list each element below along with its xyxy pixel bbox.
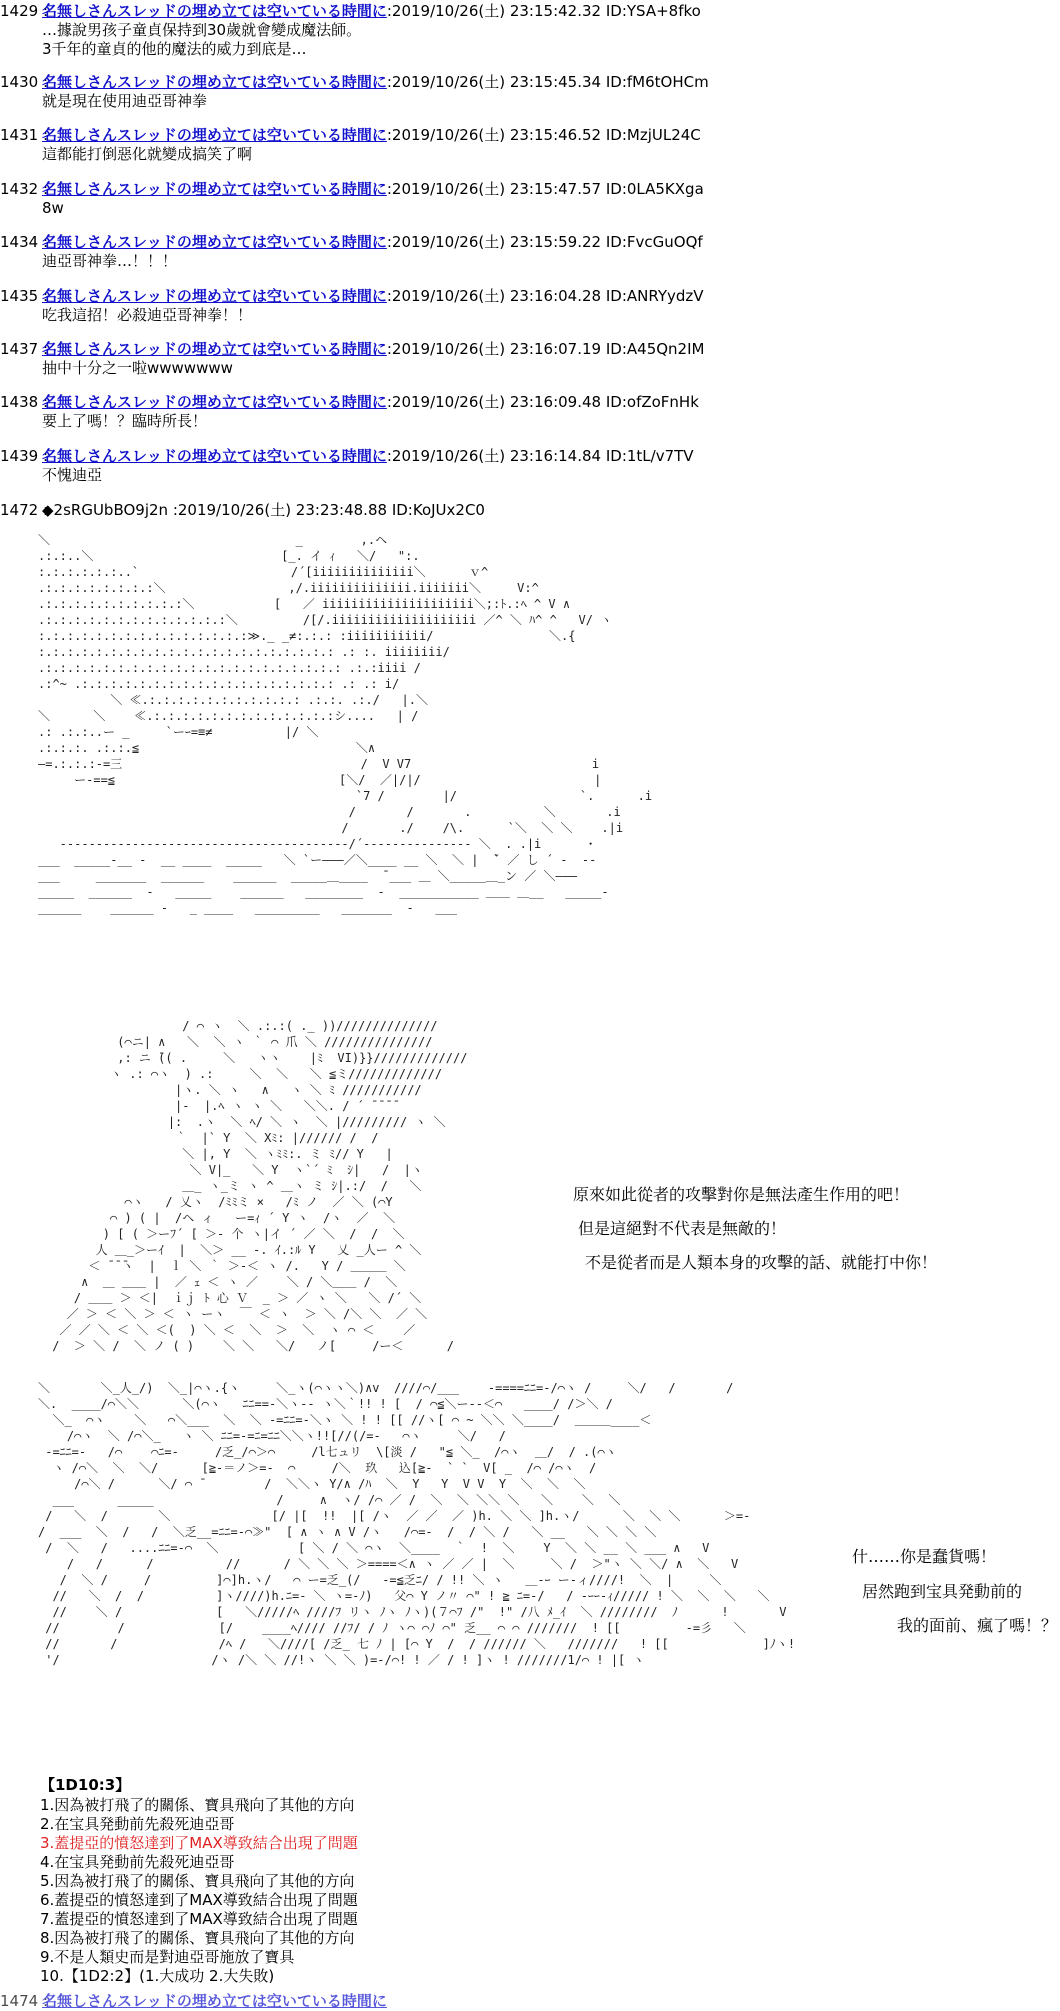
post-body: 不愧迪亞 (42, 466, 103, 484)
poster-id: ID:KoJUx2C0 (391, 501, 485, 519)
post-number: 1438 : (0, 393, 48, 411)
post-datetime: :2019/10/26(土) 23:15:45.34 (386, 73, 602, 91)
poster-name-link[interactable]: 名無しさんスレッドの埋め立ては空いている時間に (42, 180, 387, 198)
poster-trip: ◆2sRGUbBO9j2n (42, 501, 169, 519)
post-1431 (0, 126, 900, 164)
poster-name-link[interactable]: 名無しさんスレッドの埋め立ては空いている時間に (42, 73, 387, 91)
post-number: 1435 : (0, 287, 48, 305)
post-datetime: :2019/10/26(土) 23:16:14.84 (386, 447, 602, 465)
post-number: 1437 : (0, 340, 48, 358)
post-datetime: :2019/10/26(土) 23:16:04.28 (386, 287, 602, 305)
poster-id: ID:fM6tOHCm (605, 73, 709, 91)
speech-line-3: 不是從者而是人類本身的攻擊的話、就能打中你！ (585, 1253, 938, 1272)
post-body: 8w (42, 199, 64, 217)
dice-option: 10.【1D2:2】(1.大成功 2.大失敗) (40, 1967, 275, 1985)
speech-line-6: 我的面前、瘋了嗎！？ (897, 1616, 1058, 1635)
post-datetime: :2019/10/26(土) 23:15:59.22 (386, 233, 602, 251)
poster-id: ID:0LA5KXga (605, 180, 704, 198)
op-post-header (0, 501, 900, 520)
post-datetime: :2019/10/26(土) 23:15:46.52 (386, 126, 602, 144)
post-body: 就是現在使用迪亞哥神拳 (42, 92, 208, 110)
dice-option: 5.因為被打飛了的關係、寶具飛向了其他的方向 (40, 1872, 355, 1890)
post-number: 1434 : (0, 233, 48, 251)
post-datetime: :2019/10/26(土) 23:23:48.88 (172, 501, 388, 519)
post-body: 抽中十分之一啦wwwwwww (42, 359, 233, 377)
poster-id: ID:YSA+8fko (605, 2, 701, 20)
post-number: 1430 : (0, 73, 48, 91)
next-post-cutoff: 1474 :名無しさんスレッドの埋め立ては空いている時間に (0, 1992, 387, 2010)
dice-roll-title: 【1D10:3】 (40, 1776, 131, 1794)
poster-id: ID:MzjUL24C (605, 126, 701, 144)
post-number: 1439 : (0, 447, 48, 465)
post-1435 (0, 287, 900, 325)
dice-option: 8.因為被打飛了的關係、寶具飛向了其他的方向 (40, 1929, 355, 1947)
speech-line-4: 什……你是蠢貨嗎！ (852, 1547, 997, 1566)
post-1429 (0, 2, 900, 59)
post-body: 要上了嗎！？臨時所長！ (42, 412, 208, 430)
poster-id: ID:ANRYydzV (605, 287, 704, 305)
dice-option: 9.不是人類史而是對迪亞哥施放了寶具 (40, 1948, 295, 1966)
ascii-art-clash: ＼ ＼_人_/) ＼_|⌒ヽ.{ヽ ＼_ヽ(⌒ヽヽ＼)∧v ////⌒/___ -====ﾆﾆ=-/⌒ヽ / ＼/ / / ＼. ____/⌒＼＼ ＼(⌒ヽ ﾆﾆ==-＼ヽ-- ヽ＼｀!! ! [ / ⌒≦＼ー--＜⌒ ____/ /＞＼ / ＼_ ⌒ヽ ＼ ⌒＼___ ＼ ＼ -=ﾆﾆ=-＼ヽ ＼ ! ! [[ //ヽ[ ⌒ ~ ＼＼ ＼____/ ＿＿＿____＜ /⌒ヽ ＼ /⌒＼_ ヽ ＼ ﾆﾆ=-=ﾆ=ﾆﾆ＼＼ヽ!![//(/=- ⌒ヽ ＼/ / -=ﾆﾆ=- /⌒ ⌒ﾆ=- /乏_/⌒＞⌒ /l七ュリ \[淡 / "≦ ＼_ /⌒ヽ ＿/ / .(⌒ヽ ヽ /⌒＼ ＼ ＼/ [≧-＝ノ＞=- ⌒ /＼ 玖 込[≧- ` ` V[ _ /⌒ /⌒ヽ / /⌒＼ / ＼/ ⌒ ̄ / ＼＼ヽ Y/∧ /ﾊ ＼ Y Y V V Y ＼ ＼ ＼ ___ _____ / ∧ ヽ/ /⌒ ／ / ＼ ＼ ＼＼ ＼ ＼ ＼ ＼ / ＼ / ＼ [/ |[ !! |[ /ヽ ／ ／ ／ )h. ＼ ＼ ]h.ヽ/ ＼ ＼ ＼ ＞=- / ___ ＼ / / ＼乏__=ﾆﾆ=-⌒≫" [ ∧ ヽ ∧ V /ヽ /⌒=- / / ＼ / ＼ __ ＼ ＼ ＼ ＼ / ＼ / ....ﾆﾆ=-⌒ ＼ [ ＼ / ＼ ⌒ヽ ＼____ ｀ ! ＼ Y ＼ ＼ __ ＼ ___ ∧ V / / / // / ＼ ＼ ＼ ＞====＜∧ ヽ ／ ／ | ＼ ＼ / ＞"ヽ ＼ ＼/ ∧ ＼ V / ＼ / / ]⌒]h.ヽ/ ⌒ ー=乏_(/ -=≦乏ﾆ/ / !! ＼ ヽ ＿-ｰ ー-ィ////! ＼ | ＼ // ＼ / / ]ヽ////)h.ﾆ=- ＼ ヽ=-ﾉ) 父⌒ Y ノ〃 ⌒" ! ≧ ﾆ=-/ / -ｰｰ-ｨ///// ! ＼ ＼ ＼ ＼ // ＼ / [ ＼/////ﾍ ////ﾌ リヽ ﾉヽ ﾉヽ)(７⌒ﾌ /" !" /八 ﾒ_ｲ ＼ //////// ﾉ ! V // / [/ ____ﾍ//// //ﾌ/ / ﾉ ヽ⌒ ⌒ﾉ ⌒" 乏__ ⌒ ⌒ /////// ! [[ -=彡 ＼ // / /ﾍ / ＼////[ /乏_ 七 ﾉ | [⌒ Y / / ////// ＼ /////// ! [[ ]ﾉヽ! '/ /ヽ /＼ ＼ //!ヽ ＼ ＼ )=-/⌒! ! ／ / ! ]ヽ ! ///////1/⌒ ! |[ ヽ (38, 1381, 796, 1667)
post-body: 這都能打倒惡化就變成搞笑了啊 (42, 145, 253, 163)
ascii-art-character: / ⌒ ヽ ＼ .:.:( ._ ))////////////// (⌒ニ| ∧ ＼ ＼ ヽ ｀ ⌒ 爪 ＼ /////////////// ,: ニ ̄(( . ＼ ヽヽ |ﾐ VI)}}///////////// ヽ .: ⌒ヽ ) .: ＼ ＼ ＼ ≦ミ///////////// |ヽ. ＼ ヽ ∧ ヽ ＼ ﾐ /////////// |- |.ﾍ ヽ ヽ ＼ ＼＼. / ´ ̄ ̄ ̄ ̄ |: .ヽ ＼ ﾍ/ ＼ ヽ ＼ |///////// ヽ ＼ ｀ |` Y ＼ Xﾐ: |////// / / ＼ |, Y ＼ ヽﾐﾐ:. ミ ﾐ// Y | ＼ V|_ ＼ Y ヽ`´ ﾐ ｼ| / |ヽ ＿_ ヽ_ミ ヽ ^ ＿ヽ ミ ｼ|.:/ / ＼ ⌒ヽ / 乂ヽ /ﾐﾐミ × /ﾐ ノ ／ ＼ (⌒Y ⌒ ) ( | /ヘ ィ ー=ｨ ´ Y ヽ /ヽ ／ ＼ ) [ ( ＞ーﾌ´ [ ＞- 个 ヽ|イ ´ ／ ＼ / / ＼ 人 ＿_＞ーｲ | ＼＞ __ -. ｲ.:ﾙ Y 乂 _人ー ^ ＼ ＜ ̄ ̄ ̄ヽ | ｌ ＼ ｀ ＞-＜ ヽ /. Y / ＿＿＿ ＼ ∧ ＿ ＿＿ | ／ ｪ ＜ ヽ ／ ＼ / ＼＿＿ / ＼ / ＿＿ ＞ ＜| ｉｊ ﾄ 心 Ｖ _ ＞ ／ ヽ ＼ ＼ /´ ＼ ／ ＞ ＜ ＼ ＞ ＜ ヽ ーヽ ￣ ＜ ヽ ＞ ＼ /＼ ＼ ／ ＼ ／ ／ ＼ ＜ ＼ ＜( ) ＼ ＜ ＼ ＞ ＼ ヽ ⌒ ＜ ／ / ＞ ＼ / ＼ ノ ( ) ＼ ＼ ＼/ ノ[ /ー＜ / (52, 1019, 468, 1353)
post-1439 (0, 447, 900, 485)
poster-id: ID:FvcGuOQf (605, 233, 703, 251)
poster-id: ID:A45Qn2IM (605, 340, 705, 358)
post-datetime: :2019/10/26(土) 23:16:07.19 (386, 340, 602, 358)
post-number: 1429 : (0, 2, 48, 20)
dice-option: 2.在宝具発動前先殺死迪亞哥 (40, 1815, 235, 1833)
ascii-art-landscape: ＼ _ ,.ヘ .:.:..＼ [_. イ ｨ ＼/ ":. :.:.:.:.:.:..` /´[iiiiiiiiiiiiii＼ ｖ^ .:.:.:.:.:.:.:.:＼ ,/.iiiiiiiiiiiiii.iiiiiii＼ V:^ .:.:.:.:.:.:.:.:.:.:＼ [ ／ iiiiiiiiiiiiiiiiiiiii＼;:ﾄ.:ﾍ ^ V ∧ .:.:.:.:.:.:.:.:.:.:.:.:.:＼ /[/.iiiiiiiiiiiiiiiiiiii ／^ ＼ ﾊ^ ^ V/ ヽ :.:.:.:.:.:.:.:.:.:.:.:.:.:.:≫._ _≠:.:.: :iiiiiiiiiii/ ＼.{ :.:.:.:.:.:.:.:.:.:.:.:.:.:.:.:.:.:.:.:.: .: :. iiiiiiii/ .:.:.:.:.:.:.:.:.:.:.:.:.:.:.:.:.:.:.:.:.: .:.:iiii / .:^~ .:.:.:.:.:.:.:.:.:.:.:.:.:.:.:.:.:.: .: .: i/ ＼ ≪.:.:.:.:.:.:.:.:.:.:.: .:.:. .:./ |.＼ ＼ ＼ ≪.:.:.:.:.:.:.:.:.:.:.:.:.:シ.... | / .: .:.:..ー _ `ーｰ=≡≠ |/ ＼ .:.:.:. .:.:.≦ ＼∧ ―=.:.:.:-=三 / V V7 i ー-==≦ [＼/ ／|/|/ | `7 / |/ `. .i / / . ＼ .i / ./ /\. `＼ ＼ ＼ .|i ----------------------------------------/´--------------- ＼ . .|i ・ ___ _____-__ - __ ____ _____ ＼ `ー―――／＼____ __ ＼ ＼ | ̄` ／ し ´ - -- ___ _______ ______ ______ _____＿____ ̄ ___ ＿ ＼_____＿_ン ／ ＼――― _____ ______ - _____ ______ ________ - ___________ ＿＿ ＿__ _____- ______ ______ - _ ____ _________ _______ - ___ (38, 533, 653, 915)
poster-id: ID:ofZoFnHk (605, 393, 699, 411)
post-datetime: :2019/10/26(土) 23:15:42.32 (386, 2, 602, 20)
dice-options-list (40, 1796, 358, 1986)
post-1434 (0, 233, 900, 271)
post-body: 迪亞哥神拳…！！！ (42, 252, 178, 270)
post-1438 (0, 393, 900, 431)
poster-name-link[interactable]: 名無しさんスレッドの埋め立ては空いている時間に (42, 340, 387, 358)
post-number: 1431 : (0, 126, 48, 144)
poster-name-link[interactable]: 名無しさんスレッドの埋め立ては空いている時間に (42, 287, 387, 305)
post-1437 (0, 340, 900, 378)
post-1432 (0, 180, 900, 218)
poster-name-link[interactable]: 名無しさんスレッドの埋め立ては空いている時間に (42, 126, 387, 144)
poster-id: ID:1tL/v7TV (605, 447, 694, 465)
dice-option: 1.因為被打飛了的關係、寶具飛向了其他的方向 (40, 1796, 355, 1814)
poster-name-link[interactable]: 名無しさんスレッドの埋め立ては空いている時間に (42, 393, 387, 411)
dice-option: 7.蓋提亞的憤怒達到了MAX導致結合出現了問題 (40, 1910, 358, 1928)
speech-line-5: 居然跑到宝具発動前的 (862, 1582, 1023, 1601)
post-1430 (0, 73, 900, 111)
post-number: 1472 : (0, 501, 48, 519)
post-body: 吃我這招！必殺迪亞哥神拳！！ (42, 306, 253, 324)
post-datetime: :2019/10/26(土) 23:16:09.48 (386, 393, 602, 411)
poster-name-link[interactable]: 名無しさんスレッドの埋め立ては空いている時間に (42, 233, 387, 251)
post-body: …據說男孩子童貞保持到30歲就會變成魔法師。 3千年的童貞的他的魔法的威力到底是… (42, 21, 362, 58)
dice-option-selected: 3.蓋提亞的憤怒達到了MAX導致結合出現了問題 (40, 1834, 358, 1852)
dice-option: 6.蓋提亞的憤怒達到了MAX導致結合出現了問題 (40, 1891, 358, 1909)
poster-name-link[interactable]: 名無しさんスレッドの埋め立ては空いている時間に (42, 447, 387, 465)
post-datetime: :2019/10/26(土) 23:15:47.57 (386, 180, 602, 198)
speech-line-1: 原來如此從者的攻擊對你是無法產生作用的吧！ (573, 1185, 910, 1204)
post-number: 1432 : (0, 180, 48, 198)
dice-option: 4.在宝具発動前先殺死迪亞哥 (40, 1853, 235, 1871)
poster-name-link[interactable]: 名無しさんスレッドの埋め立ては空いている時間に (42, 2, 387, 20)
speech-line-2: 但是這絕對不代表是無敵的！ (578, 1219, 787, 1238)
